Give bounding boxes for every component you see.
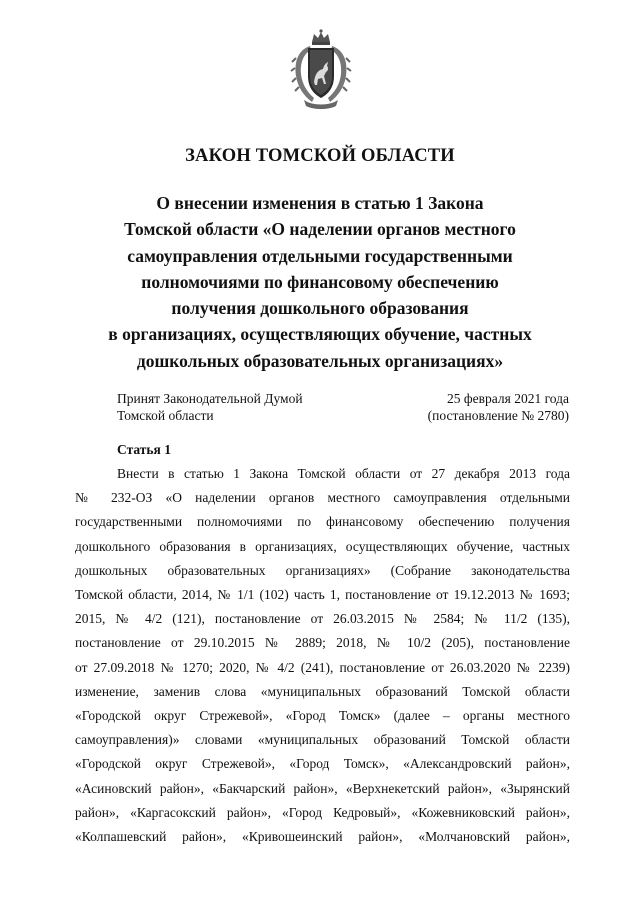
tomsk-coat-of-arms-icon	[290, 28, 352, 112]
subtitle-line: самоуправления отдельными государственными	[127, 245, 513, 266]
subtitle-line: в организациях, осуществляющих обучение, частных	[108, 324, 532, 345]
adopted-by-line: Томской области	[117, 408, 214, 423]
article-line: Внести в статью 1 Закона Томской области от 27 декабря 2013 года	[117, 466, 570, 481]
article-line: «Асиновский район», «Бакчарский район», «Верхнекетский район», «Зырянский	[75, 780, 570, 796]
article-line: «Городской округ Стрежевой», «Город Томск» (далее – органы местного	[75, 708, 570, 724]
article-body	[75, 462, 570, 849]
article-line: дошкольных образовательных организациях» (Собрание законодательства	[75, 562, 570, 578]
article-line: от 27.09.2018 № 1270; 2020, № 4/2 (241), постановление от 26.03.2020 № 2239)	[75, 659, 570, 675]
adopted-by-line: Принят Законодательной Думой	[117, 391, 303, 406]
subtitle-line: полномочиями по финансовому обеспечению	[141, 271, 499, 292]
subtitle-line: получения дошкольного образования	[171, 298, 469, 319]
article-line: 2015, № 4/2 (121), постановление от 26.03.2015 № 2584; № 11/2 (135),	[75, 611, 570, 627]
article-line: Томской области, 2014, № 1/1 (102) часть 1, постановление от 19.12.2013 № 1693;	[75, 587, 570, 603]
article-line: изменение, заменив слова «муниципальных образований Томской области	[75, 683, 570, 699]
adoption-date-line: 25 февраля 2021 года	[447, 391, 569, 406]
adopted-by	[117, 390, 303, 424]
article-heading: Статья 1	[117, 442, 171, 457]
adoption-date	[428, 390, 569, 424]
article-line: № 232-ОЗ «О наделении органов местного самоуправления отдельными	[75, 490, 570, 506]
article-line: государственными полномочиями по финансовому обеспечению получения	[75, 514, 570, 530]
subtitle-line: О внесении изменения в статью 1 Закона	[156, 193, 484, 213]
resolution-number: (постановление № 2780)	[427, 408, 569, 423]
subtitle-line: дошкольных образовательных организациях»	[136, 350, 504, 371]
subtitle-line: Томской области «О наделении органов местного	[124, 219, 516, 240]
article-line: «Колпашевский район», «Кривошеинский район», «Молчановский район»,	[75, 829, 570, 845]
article-line: «Городской округ Стрежевой», «Город Томск», «Александровский район»,	[75, 756, 570, 772]
law-subtitle	[70, 190, 570, 374]
article-line: постановление от 29.10.2015 № 2889; 2018, № 10/2 (205), постановление	[75, 635, 570, 651]
article-line: самоуправления)» словами «муниципальных образований Томской области	[75, 732, 570, 748]
article-line: район», «Каргасокский район», «Город Кедровый», «Кожевниковский район»,	[75, 804, 570, 820]
article-line: дошкольного образования в организациях, осуществляющих обучение, частных	[75, 538, 570, 554]
law-title: ЗАКОН ТОМСКОЙ ОБЛАСТИ	[185, 146, 455, 166]
